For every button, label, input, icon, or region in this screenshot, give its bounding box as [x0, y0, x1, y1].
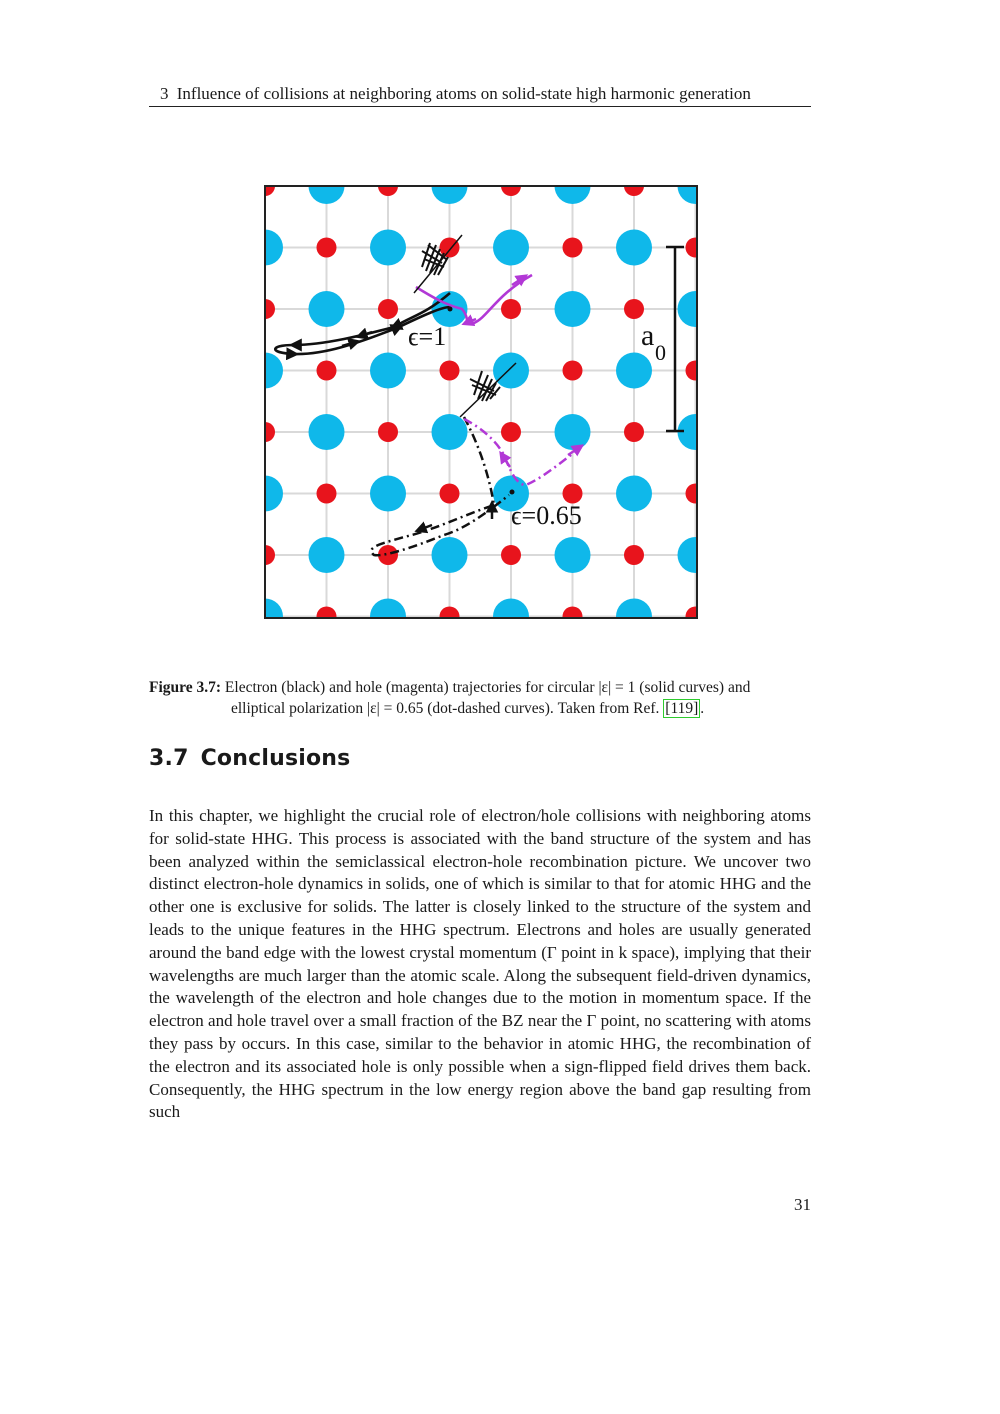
epsilon-elliptical-label: ϵ=0.65	[511, 501, 582, 530]
small-atom	[501, 299, 521, 319]
epsilon-circular-label: ϵ=1	[408, 322, 447, 351]
caption-text-2: elliptical polarization |ε| = 0.65 (dot-dashed curves). Taken from Ref.	[231, 700, 664, 717]
large-atom	[555, 537, 591, 573]
large-atom	[616, 230, 652, 266]
large-atom	[370, 230, 406, 266]
small-atom	[317, 361, 337, 381]
lattice-diagram	[264, 185, 698, 619]
small-atom	[624, 545, 644, 565]
large-atom	[616, 476, 652, 512]
small-atom	[317, 484, 337, 504]
large-atom	[555, 414, 591, 450]
small-atom	[563, 238, 583, 258]
large-atom	[493, 230, 529, 266]
page-number: 31	[794, 1195, 811, 1214]
large-atom	[370, 353, 406, 389]
chapter-number: 3	[160, 84, 169, 103]
small-atom	[440, 484, 460, 504]
large-atom	[309, 537, 345, 573]
large-atom	[309, 414, 345, 450]
large-atom	[370, 476, 406, 512]
chapter-title: Influence of collisions at neighboring atoms on solid-state high harmonic generation	[176, 84, 751, 103]
small-atom	[624, 299, 644, 319]
caption-label: Figure 3.7:	[149, 679, 222, 696]
small-atom	[378, 299, 398, 319]
large-atom	[432, 537, 468, 573]
large-atom	[616, 353, 652, 389]
small-atom	[501, 545, 521, 565]
body-paragraph: In this chapter, we highlight the crucial role of electron/hole collisions with neighboring atoms for solid-state HHG. This process is associated with the band structure of the system and has been analyzed within the semiclassical electron-hole recombination picture. We uncover two distinct electron-hole dynamics in solids, one of which is similar to that for atomic HHG and the other one is exclusive for solids. The latter is closely linked to the structure of the system and leads to the unique features in the HHG spectrum. Electrons and holes are usually generated around the band edge with the lowest crystal momentum (Γ point in k space), implying that their wavelengths are much larger than the atomic scale. Along the subsequent field-driven dynamics, the wavelength of the electron and hole changes due to the motion in momentum space. If the electron and hole travel over a small fraction of the BZ near the Γ point, no scattering with atoms they pass by occurs. In this case, similar to the behavior in atomic HHG, the recombination of the electron and its associated hole is only possible when a sign-flipped field drives them back. Consequently, the HHG spectrum in the low energy region above the band gap resulting from such	[149, 806, 811, 1122]
lattice-trajectory-figure	[264, 185, 698, 619]
running-head	[149, 84, 811, 107]
lattice-constant-subscript: 0	[655, 340, 666, 365]
caption-end: .	[700, 700, 705, 717]
figure-caption	[149, 677, 811, 719]
large-atom	[493, 353, 529, 389]
small-atom	[378, 422, 398, 442]
citation-link[interactable]: [119]	[665, 700, 699, 717]
small-atom	[378, 545, 398, 565]
small-atom	[501, 422, 521, 442]
section-title: Conclusions	[200, 746, 351, 771]
caption-text-1: Electron (black) and hole (magenta) trajectories for circular |ε| = 1 (solid curves) and	[224, 679, 751, 696]
small-atom	[624, 422, 644, 442]
section-heading	[149, 746, 350, 771]
large-atom	[555, 291, 591, 327]
small-atom	[317, 238, 337, 258]
large-atom	[309, 291, 345, 327]
small-atom	[563, 361, 583, 381]
lattice-constant-label: a	[641, 319, 655, 352]
section-number: 3.7	[149, 746, 189, 771]
large-atom	[432, 414, 468, 450]
small-atom	[440, 361, 460, 381]
